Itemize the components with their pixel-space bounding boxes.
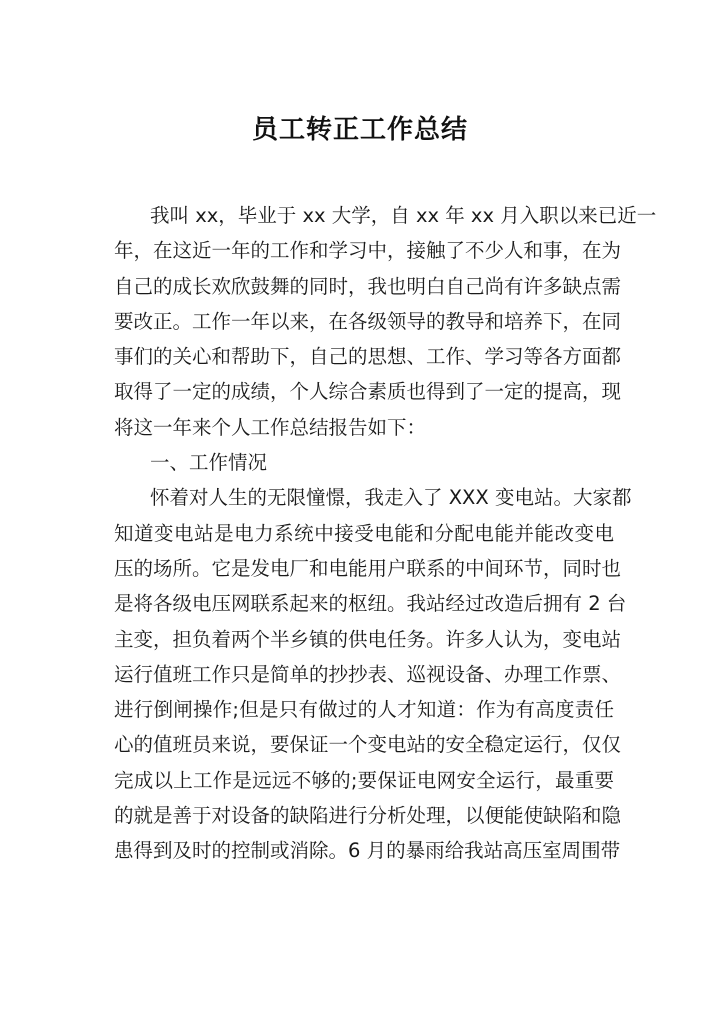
paragraph-line: 事们的关心和帮助下，自己的思想、工作、学习等各方面都 <box>114 345 622 369</box>
paragraph-line: 知道变电站是电力系统中接受电能和分配电能并能改变电 <box>114 521 614 545</box>
document-title: 员工转正工作总结 <box>251 115 468 145</box>
document-body <box>114 198 657 869</box>
paragraph-line: 的就是善于对设备的缺陷进行分析处理，以便能使缺陷和隐 <box>114 804 622 828</box>
section-heading: 一、工作情况 <box>150 451 268 475</box>
paragraph-line: 压的场所。它是发电厂和电能用户联系的中间环节，同时也 <box>114 556 622 580</box>
paragraph-line: 怀着对人生的无限憧憬，我走入了 XXX 变电站。大家都 <box>150 486 632 510</box>
paragraph-line: 我叫 xx，毕业于 xx 大学，自 xx 年 xx 月入职以来已近一 <box>150 204 657 227</box>
paragraph-line: 患得到及时的控制或消除。6 月的暴雨给我站高压室周围带 <box>114 839 621 863</box>
paragraph-line: 将这一年来个人工作总结报告如下： <box>114 415 427 439</box>
paragraph-line: 运行值班工作只是简单的抄抄表、巡视设备、办理工作票、 <box>114 662 622 686</box>
paragraph-line: 心的值班员来说，要保证一个变电站的安全稳定运行，仅仅 <box>114 733 622 757</box>
paragraph-line: 进行倒闸操作;但是只有做过的人才知道：作为有高度责任 <box>114 698 614 722</box>
paragraph-line: 年，在这近一年的工作和学习中，接触了不少人和事，在为 <box>114 239 622 263</box>
paragraph-line: 自己的成长欢欣鼓舞的同时，我也明白自己尚有许多缺点需 <box>114 274 622 298</box>
paragraph-line: 要改正。工作一年以来，在各级领导的教导和培养下，在同 <box>114 309 622 333</box>
paragraph-line: 取得了一定的成绩，个人综合素质也得到了一定的提高，现 <box>114 380 622 404</box>
paragraph-line: 是将各级电压网联系起来的枢纽。我站经过改造后拥有 2 台 <box>114 592 627 616</box>
paragraph-line: 完成以上工作是远远不够的;要保证电网安全运行，最重要 <box>114 768 614 792</box>
paragraph-line: 主变，担负着两个半乡镇的供电任务。许多人认为，变电站 <box>114 627 622 651</box>
